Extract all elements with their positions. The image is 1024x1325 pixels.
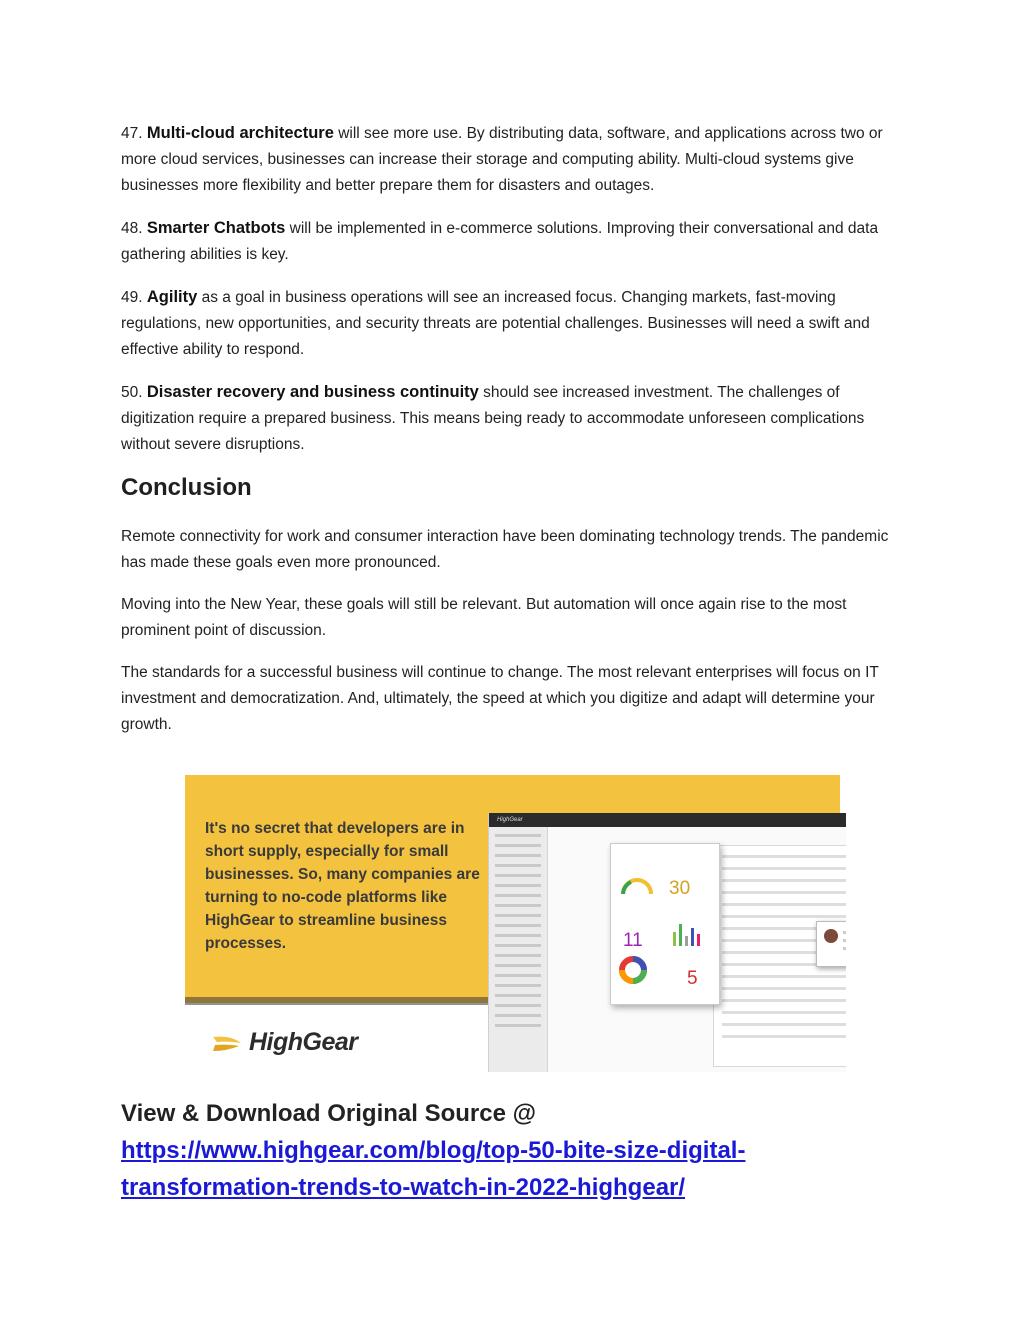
dashboard-number: 11 [623,930,643,951]
trend-item-49 [121,284,911,363]
dashboard-number: 30 [669,878,691,899]
app-sidebar [489,827,548,1072]
item-text: as a goal in business operations will see an increased focus. Changing markets, fast-moving regulations, new opportunities, and security threats are potential challenges. Businesses will need a swift and effective ability to respond. [121,289,870,358]
avatar-icon [817,922,846,966]
trend-item-48 [121,215,911,268]
item-number: 50. [121,384,143,401]
app-brand: HighGear [497,817,523,823]
item-text: should see increased investment. The challenges of digitization require a prepared business. This means being ready to accommodate unforeseen complications without severe disruptions. [121,384,865,453]
conclusion-paragraph: Moving into the New Year, these goals will still be relevant. But automation will once again rise to the most prominent point of discussion. [121,596,847,639]
item-text: will see more use. By distributing data, software, and applications across two or more cloud services, businesses can increase their storage and computing ability. Multi-cloud systems give businesses more flexibility and better prepare them for disasters and outages. [121,125,883,194]
highgear-promo-image [185,775,846,1072]
source-link-line: transformation-trends-to-watch-in-2022-highgear/ [121,1174,686,1201]
dashboard-number: 5 [687,968,698,989]
item-title: Disaster recovery and business continuity [146,383,479,401]
trend-item-50 [121,379,911,458]
dashboard-widgets [611,844,719,1004]
promo-quote: It's no secret that developers are in short supply, especially for small businesses. So, many companies are turning to no-code platforms like HighGear to streamline business processes. [205,820,480,952]
article-body [121,120,911,754]
item-title: Multi-cloud architecture [146,124,334,142]
bar-widget [673,924,700,946]
source-label: View & Download Original Source @ [121,1100,537,1127]
conclusion-paragraph: The standards for a successful business will continue to change. The most relevant enterprises will focus on IT investment and democratization. And, ultimately, the speed at which you digitize and adapt will determine your growth. [121,664,879,733]
conclusion-paragraph: Remote connectivity for work and consumer interaction have been dominating technology trends. The pandemic has made these goals even more pronounced. [121,528,889,571]
item-title: Smarter Chatbots [146,219,286,237]
conclusion-heading: Conclusion [121,474,252,501]
highgear-swoosh-icon [211,1033,243,1053]
item-number: 47. [121,125,143,142]
app-screenshot [488,813,846,1072]
user-popup [816,921,846,967]
item-text: will be implemented in e-commerce solutions. Improving their conversational and data gathering abilities is key. [121,220,879,263]
brand-name: HighGear [249,1028,358,1056]
source-link[interactable] [121,1137,745,1201]
highgear-logo [211,1028,358,1057]
item-number: 48. [121,220,143,237]
item-number: 49. [121,289,143,306]
app-topbar [489,813,846,827]
source-block [121,1095,745,1206]
dashboard-card [610,843,720,1005]
source-link-line: https://www.highgear.com/blog/top-50-bite-size-digital- [121,1137,746,1164]
trend-item-47 [121,120,911,199]
item-title: Agility [146,288,198,306]
app-main [548,827,846,1072]
